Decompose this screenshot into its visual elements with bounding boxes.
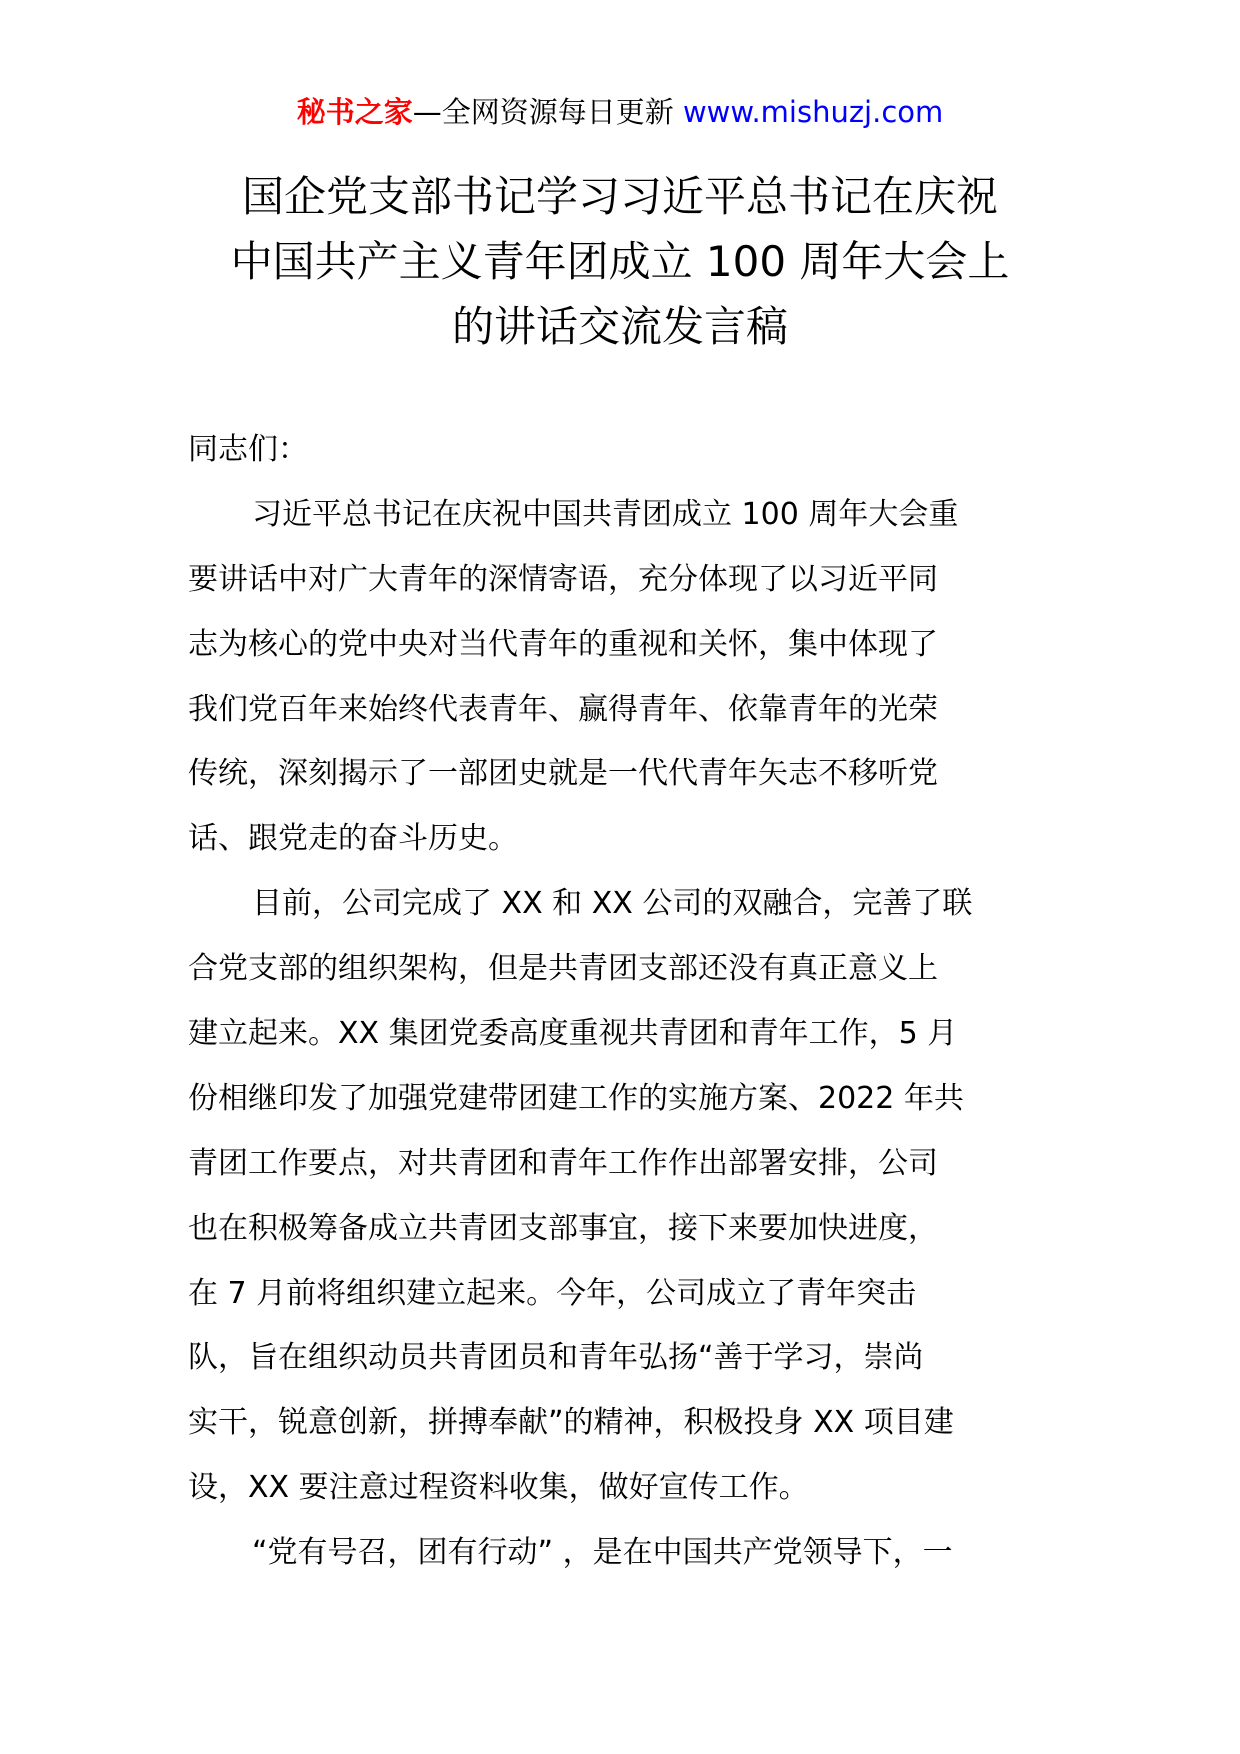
paragraph-line: “党有号召，团有行动” ，是在中国共产党领导下，一: [252, 1535, 953, 1571]
title-line: 国企党支部书记学习习近平总书记在庆祝: [241, 172, 998, 221]
paragraph-line: 志为核心的党中央对当代青年的重视和关怀，集中体现了: [188, 626, 938, 662]
paragraph-line: 习近平总书记在庆祝中国共青团成立 100 周年大会重: [252, 496, 959, 532]
document-title: [150, 164, 1090, 359]
paragraph-line: 我们党百年来始终代表青年、赢得青年、依靠青年的光荣: [188, 691, 938, 727]
paragraph-line: 份相继印发了加强党建带团建工作的实施方案、2022 年共: [188, 1080, 964, 1116]
site-header: [0, 92, 1240, 132]
paragraph-line: 合党支部的组织架构，但是共青团支部还没有真正意义上: [188, 951, 938, 987]
site-url-link[interactable]: www.mishuzj.com: [682, 95, 944, 129]
paragraph-line: 话、跟党走的奋斗历史。: [188, 821, 518, 857]
paragraph-line: 实干，锐意创新，拼搏奉献”的精神，积极投身 XX 项目建: [188, 1405, 954, 1441]
paragraph-line: 青团工作要点，对共青团和青年工作作出部署安排，公司: [188, 1145, 938, 1181]
title-line: 的讲话交流发言稿: [451, 302, 788, 351]
paragraph-line: 目前，公司完成了 XX 和 XX 公司的双融合，完善了联: [252, 886, 973, 922]
brand-name: 秘书之家: [296, 95, 413, 129]
paragraph-line: 设，XX 要注意过程资料收集，做好宣传工作。: [188, 1470, 809, 1506]
salutation: 同志们：: [188, 432, 308, 467]
paragraph-line: 建立起来。XX 集团党委高度重视共青团和青年工作，5 月: [188, 1016, 958, 1052]
paragraph-line: 队，旨在组织动员共青团员和青年弘扬“善于学习，崇尚: [188, 1340, 924, 1376]
paragraph-line: 也在积极筹备成立共青团支部事宜，接下来要加快进度，: [188, 1210, 938, 1246]
header-tagline: —全网资源每日更新: [412, 95, 683, 129]
paragraph-line: 在 7 月前将组织建立起来。今年，公司成立了青年突击: [188, 1275, 917, 1311]
title-line: 中国共产主义青年团成立 100 周年大会上: [230, 237, 1010, 286]
paragraph-line: 要讲话中对广大青年的深情寄语，充分体现了以习近平同: [188, 561, 938, 597]
document-body: [188, 418, 1058, 1586]
paragraph-line: 传统，深刻揭示了一部团史就是一代代青年矢志不移听党: [188, 756, 938, 792]
